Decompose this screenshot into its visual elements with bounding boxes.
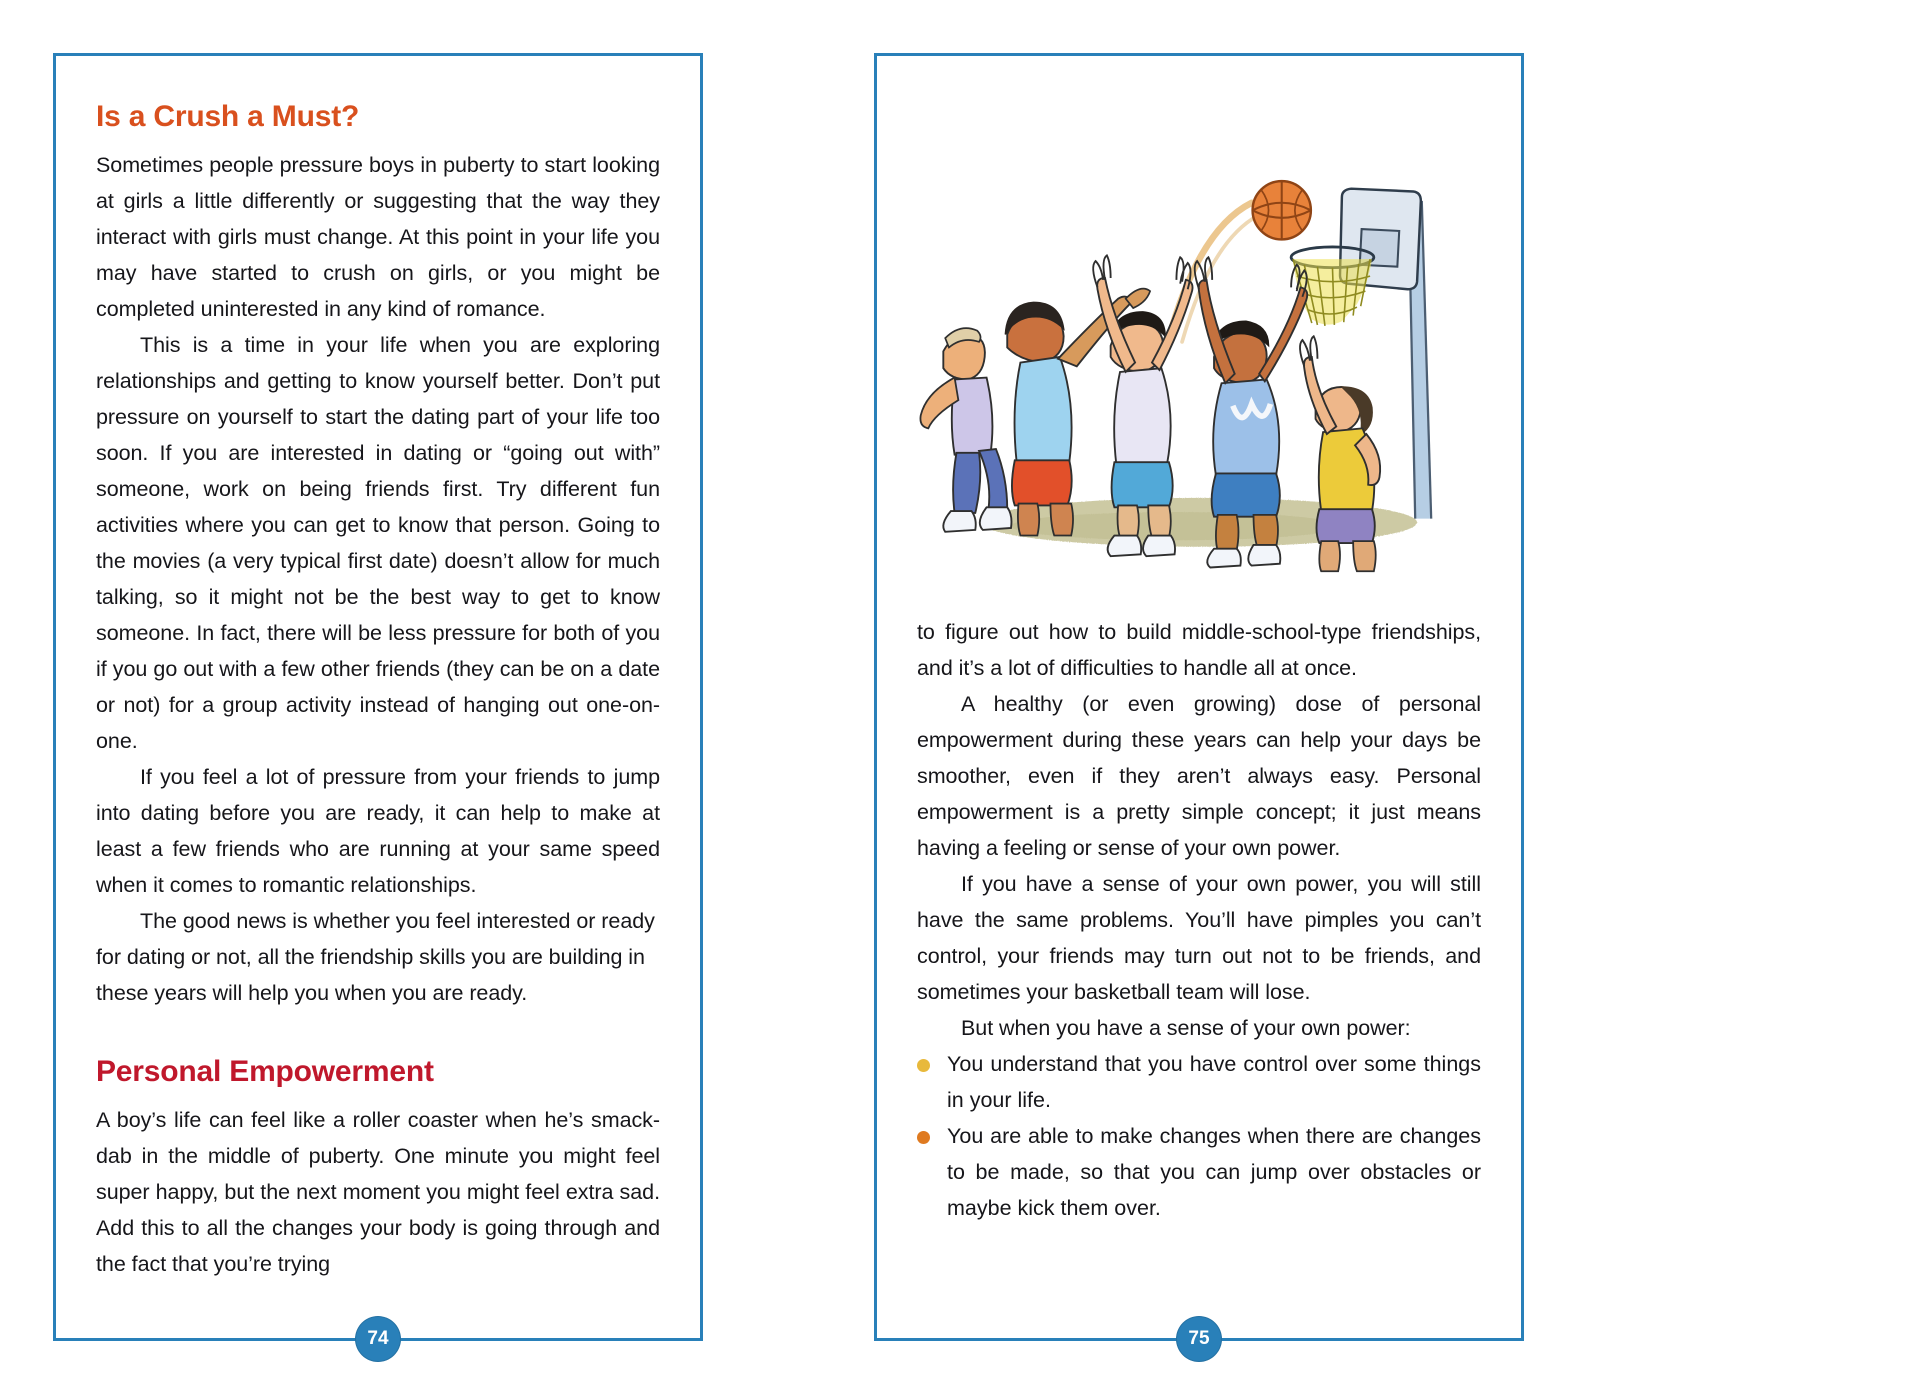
page-number-left: 74 <box>356 1317 400 1361</box>
paragraph-crush-2: This is a time in your life when you are exploring relationships and getting to know yourself better. Don’t put pressure on yourself to start the dating part of your life too soon. If you are interested in dating or “going out with” someone, work on being friends first. Try different fun activities where you can get to know that person. Going to the movies (a very typical first date) doesn’t allow for much talking, so it might not be the best way to get to know someone. In fact, there will be less pressure for both of you if you go out with a few other friends (they can be on a date or not) for a group activity instead of hanging out one-on-one. <box>96 333 660 753</box>
paragraph-right-3: If you have a sense of your own power, you will still have the same problems. You’ll have pimples you can’t control, your friends may turn out not to be friends, and sometimes your basketball team will lose. <box>917 872 1481 1004</box>
paragraph-right-2: A healthy (or even growing) dose of personal empowerment during these years can help your days be smoother, even if they aren’t always easy. Personal empowerment is a pretty simple concept; it just means having a feeling or sense of your own power. <box>917 692 1481 860</box>
list-item-text: You are able to make changes when there are changes to be made, so that you can jump over obstacles or maybe kick them over. <box>947 1124 1481 1220</box>
page-right-content <box>877 56 1521 1338</box>
paragraph-empowerment-1: A boy’s life can feel like a roller coaster when he’s smack-dab in the middle of puberty. One minute you might feel super happy, but the next moment you might feel extra sad. Add this to all the changes your body is going through and the fact that you’re trying <box>96 1108 660 1276</box>
bullet-dot-icon <box>917 1059 930 1072</box>
paragraph-right-4: But when you have a sense of your own power: <box>961 1016 1411 1040</box>
empowerment-bullet-list <box>917 1046 1481 1226</box>
paragraph-crush-1: Sometimes people pressure boys in puberty to start looking at girls a little differently or suggesting that the way they interact with girls must change. At this point in your life you may have started to crush on girls, or you might be completed uninterested in any kind of romance. <box>96 153 660 321</box>
page-left-content <box>56 56 700 1338</box>
paragraph-crush-3: If you feel a lot of pressure from your friends to jump into dating before you are ready, it can help to make at least a few friends who are running at your same speed when it comes to romantic relationships. <box>96 765 660 897</box>
boy-running-left <box>920 328 1011 532</box>
page-right <box>874 53 1524 1349</box>
heading-is-a-crush-a-must: Is a Crush a Must? <box>96 100 360 133</box>
list-item <box>917 1118 1481 1226</box>
list-item <box>917 1046 1481 1118</box>
paragraph-right-1: to figure out how to build middle-school-type friendships, and it’s a lot of difficulties to handle all at once. <box>917 620 1481 680</box>
page-number-right: 75 <box>1177 1317 1221 1361</box>
basketball <box>1253 181 1311 239</box>
heading-personal-empowerment: Personal Empowerment <box>96 1055 434 1088</box>
paragraph-crush-4: The good news is whether you feel interested or ready for dating or not, all the friendship skills you are building in these years will help you when you are ready. <box>96 909 655 1005</box>
list-item-text: You understand that you have control over some things in your life. <box>947 1052 1481 1112</box>
page-left <box>53 53 703 1349</box>
boys-playing-basketball-illustration <box>917 84 1481 596</box>
bullet-dot-icon <box>917 1131 930 1144</box>
